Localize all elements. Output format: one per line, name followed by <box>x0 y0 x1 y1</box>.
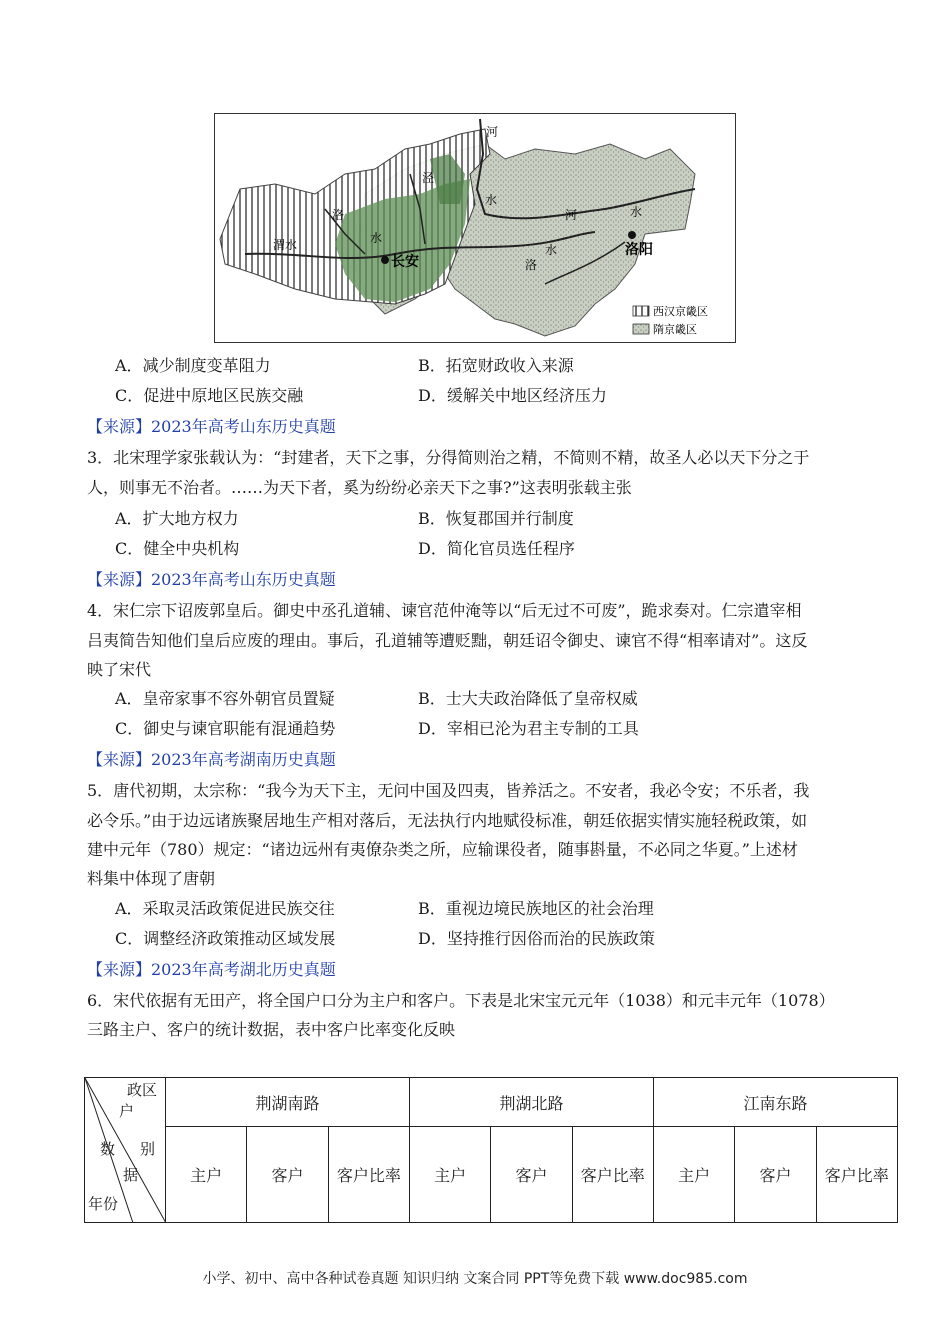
option-letter: D． <box>418 386 447 405</box>
q4-stem-line-1: 4．宋仁宗下诏废郭皇后。御史中丞孔道辅、谏官范仲淹等以“后无过不可废”，跪求奏对。仁宗遣宰相 <box>87 601 802 620</box>
label-river-shui2: 水 <box>630 205 643 219</box>
corner-label-region: 政区 <box>127 1081 158 1099</box>
option-letter: B． <box>418 899 446 918</box>
subheader-cell: 客户 <box>491 1127 572 1223</box>
q5-option-b[interactable] <box>418 894 654 924</box>
option-letter: D． <box>418 929 447 948</box>
q4-option-b[interactable] <box>418 684 638 714</box>
option-letter: B． <box>418 689 446 708</box>
corner-header <box>85 1078 166 1223</box>
history-map <box>214 113 736 343</box>
q3-option-d[interactable] <box>418 534 575 564</box>
label-river-shui4: 水 <box>545 243 558 257</box>
subheader-cell: 主户 <box>409 1127 490 1223</box>
option-letter: C． <box>115 386 144 405</box>
option-text: 恢复郡国并行制度 <box>445 509 574 528</box>
option-text: 宰相已沦为君主专制的工具 <box>446 719 639 738</box>
option-letter: C． <box>115 929 144 948</box>
changan-dot <box>381 256 389 264</box>
option-text: 促进中原地区民族交融 <box>143 386 304 405</box>
q5-stem-line-3: 建中元年（780）规定：“诸边远州有夷僚杂类之所，应输课役者，随事斟量，不必同之华夏。”上述材 <box>87 840 798 859</box>
q5-source: 【来源】2023年高考湖北历史真题 <box>87 960 336 979</box>
legend-label-han: 西汉京畿区 <box>653 305 708 318</box>
q3-option-b[interactable] <box>418 504 574 534</box>
option-letter: A． <box>115 899 143 918</box>
q4-stem-line-3: 映了宋代 <box>87 660 152 679</box>
option-text: 调整经济政策推动区域发展 <box>143 929 336 948</box>
option-letter: D． <box>418 719 447 738</box>
q5-option-c[interactable] <box>115 924 335 954</box>
luoyang-dot <box>628 231 636 239</box>
legend-label-sui: 隋京畿区 <box>653 323 697 336</box>
label-river-he2: 河 <box>565 208 578 222</box>
region-header-2: 荆湖北路 <box>409 1078 653 1127</box>
page-footer: 小学、初中、高中各种试卷真题 知识归纳 文案合同 PPT等免费下载 www.doc985.com <box>202 1271 748 1287</box>
label-river-jing: 泾 <box>422 171 435 185</box>
option-text: 减少制度变革阻力 <box>142 356 271 375</box>
option-letter: A． <box>115 689 143 708</box>
option-letter: A． <box>115 509 143 528</box>
q3-stem-line-2: 人，则事无不治者。……为天下者，奚为纷纷必亲天下之事?”这表明张载主张 <box>87 478 632 497</box>
option-text: 拓宽财政收入来源 <box>445 356 574 375</box>
corner-label-shu: 数 <box>100 1140 116 1158</box>
region-header-1: 荆湖南路 <box>166 1078 410 1127</box>
q3-source: 【来源】2023年高考山东历史真题 <box>87 570 336 589</box>
label-river-wei: 渭水 <box>273 238 298 252</box>
option-text: 御史与谏官职能有混通趋势 <box>143 719 336 738</box>
q2-option-c[interactable] <box>115 381 303 411</box>
subheader-cell: 主户 <box>166 1127 247 1223</box>
option-text: 皇帝家事不容外朝官员置疑 <box>142 689 335 708</box>
q2-option-b[interactable] <box>418 351 574 381</box>
q5-stem-line-2: 必令乐。”由于边远诸族聚居地生产相对落后，无法执行内地赋役标准，朝廷依据实情实施轻税政策，如 <box>87 811 808 830</box>
household-table <box>84 1077 898 1223</box>
legend-swatch-han <box>633 306 649 316</box>
q2-source: 【来源】2023年高考山东历史真题 <box>87 417 336 436</box>
option-letter: C． <box>115 539 144 558</box>
subheader-cell: 客户比率 <box>816 1127 897 1223</box>
subheader-cell: 客户比率 <box>328 1127 409 1223</box>
option-text: 采取灵活政策促进民族交往 <box>142 899 335 918</box>
q4-source: 【来源】2023年高考湖南历史真题 <box>87 750 336 769</box>
label-river-luo2: 洛 <box>525 258 538 272</box>
label-river-luo: 洛 <box>332 208 345 222</box>
q6-stem-line-2: 三路主户、客户的统计数据，表中客户比率变化反映 <box>87 1020 456 1039</box>
q5-stem-line-4: 料集中体现了唐朝 <box>87 869 216 888</box>
q3-option-c[interactable] <box>115 534 239 564</box>
corner-label-year: 年份 <box>88 1195 119 1213</box>
option-text: 缓解关中地区经济压力 <box>446 386 607 405</box>
subheader-cell: 主户 <box>653 1127 734 1223</box>
q2-option-d[interactable] <box>418 381 607 411</box>
option-text: 士大夫政治降低了皇帝权威 <box>445 689 638 708</box>
q3-stem-line-1: 3．北宋理学家张载认为：“封建者，天下之事，分得简则治之精，不简则不精，故圣人必以天下分之于 <box>87 448 810 467</box>
q4-option-d[interactable] <box>418 714 639 744</box>
label-city-changan: 长安 <box>391 254 419 270</box>
label-city-luoyang: 洛阳 <box>625 242 653 258</box>
corner-label-hu: 户 <box>119 1102 135 1120</box>
subheader-cell: 客户 <box>247 1127 328 1223</box>
label-river-he: 河 <box>486 125 499 139</box>
option-text: 简化官员选任程序 <box>446 539 575 558</box>
option-text: 健全中央机构 <box>143 539 240 558</box>
q6-stem-line-1: 6．宋代依据有无田产，将全国户口分为主户和客户。下表是北宋宝元元年（1038）和元丰元年（1078） <box>87 991 835 1010</box>
map-svg <box>215 114 735 342</box>
option-text: 扩大地方权力 <box>142 509 239 528</box>
region-header-3: 江南东路 <box>653 1078 897 1127</box>
q5-option-d[interactable] <box>418 924 655 954</box>
corner-label-ju: 据 <box>123 1166 139 1184</box>
option-letter: B． <box>418 356 446 375</box>
subheader-cell: 客户比率 <box>572 1127 653 1223</box>
option-text: 重视边境民族地区的社会治理 <box>445 899 654 918</box>
q5-stem-line-1: 5．唐代初期，太宗称：“我今为天下主，无问中国及四夷，皆养活之。不安者，我必令安；不乐者，我 <box>87 781 810 800</box>
subheader-cell: 客户 <box>735 1127 816 1223</box>
option-text: 坚持推行因俗而治的民族政策 <box>446 929 655 948</box>
label-river-shui3: 水 <box>370 231 383 245</box>
q3-option-a[interactable] <box>115 504 239 534</box>
q4-stem-line-2: 吕夷简告知他们皇后应废的理由。事后，孔道辅等遭贬黜，朝廷诏令御史、谏官不得“相率请对”。这反 <box>87 631 808 650</box>
option-letter: A． <box>115 356 143 375</box>
q5-option-a[interactable] <box>115 894 335 924</box>
q2-option-a[interactable] <box>115 351 271 381</box>
q4-option-c[interactable] <box>115 714 335 744</box>
q4-option-a[interactable] <box>115 684 335 714</box>
label-river-shui: 水 <box>485 193 498 207</box>
option-letter: B． <box>418 509 446 528</box>
option-letter: C． <box>115 719 144 738</box>
option-letter: D． <box>418 539 447 558</box>
corner-label-bie: 别 <box>140 1140 156 1158</box>
legend-swatch-sui <box>633 324 649 334</box>
